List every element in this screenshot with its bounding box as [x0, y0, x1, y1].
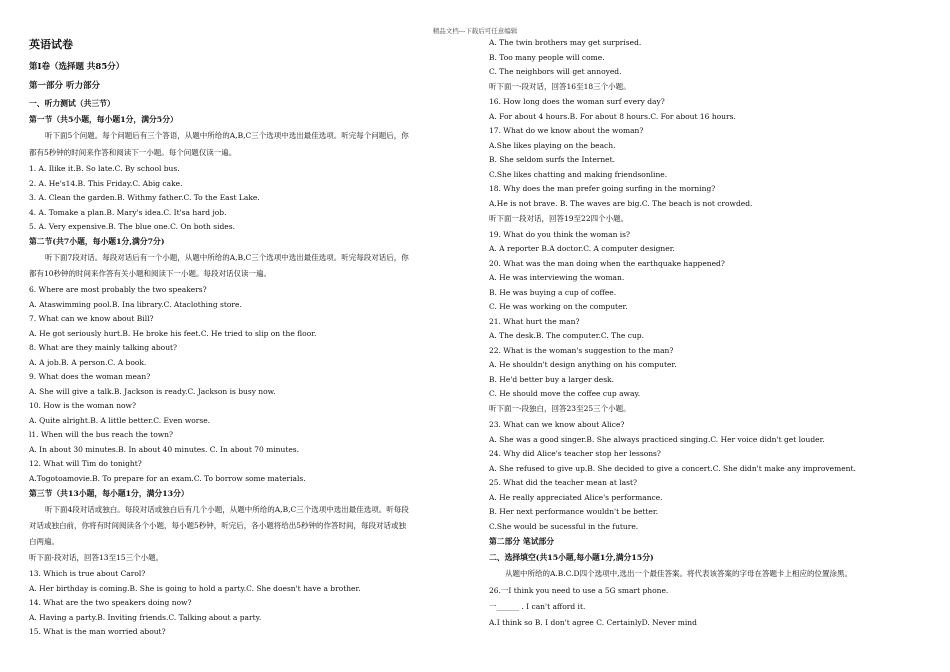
text-line: B. He'd better buy a larger desk. [489, 375, 614, 384]
text-line: A. For about 4 hours.B. For about 8 hours.C. For about 16 hours. [489, 112, 736, 121]
text-line: B. He was buying a cup of coffee. [489, 288, 617, 297]
text-line: A.Togotoamovie.B. To prepare for an exam.C. To borrow some materials. [29, 474, 306, 483]
text-line: A. She refused to give up.B. She decided to give a concert.C. She didn't make any improvement. [489, 464, 856, 473]
text-line: B. Too many people will come. [489, 53, 605, 62]
text-line: 10. How is the woman now? [29, 401, 136, 410]
text-line: 7. What can we know about Bill? [29, 314, 154, 323]
section-heading: 第三节（共13小题，每小题1分，满分13分） [29, 489, 189, 498]
section-heading: 第Ⅰ卷（选择题 共85分） [29, 62, 125, 72]
text-line: A.He is not brave. B. The waves are big.C. The beach is not crowded. [489, 199, 753, 208]
text-line: 12. What will Tim do tonight? [29, 459, 142, 468]
text-line: C.She likes chatting and making friendsonline. [489, 170, 668, 179]
section-heading: 一、听力测试（共三节） [29, 99, 115, 108]
text-line: 1. A. Ilike it.B. So late.C. By school bus. [29, 164, 180, 173]
text-line: 3. A. Clean the garden.B. Withmy father.C. To the East Lake. [29, 193, 260, 202]
text-line: 都有5秒钟的时间来作答和阅读下一小题。每个问题仅读一遍。 [29, 148, 237, 157]
text-line: 19. What do you think the woman is? [489, 230, 631, 239]
text-line: 4. A. Tomake a plan.B. Mary's idea.C. It'sa hard job. [29, 208, 227, 217]
text-line: 21. What hurt the man? [489, 317, 580, 326]
text-line: 一______ . I can't afford it. [489, 602, 586, 611]
text-line: 对话或独白前，你将有时间阅读各个小题，每小题5秒钟，听完后，各小题将给出5秒钟的作答时间，每段对话或独 [29, 521, 407, 530]
text-line: 都有10秒钟的时间来作答有关小题和阅读下一小题。每段对话仅读一遍。 [29, 269, 272, 278]
text-line: 听下面一-段独白，回答23至25三个小题。 [489, 404, 631, 413]
text-line: 24. Why did Alice's teacher stop her lessons? [489, 449, 661, 458]
text-line: 2. A. He's14.B. This Friday.C. Abig cake. [29, 179, 183, 188]
text-line: 23. What can we know about Alice? [489, 420, 625, 429]
text-line: l1. When will the bus reach the town? [29, 430, 174, 439]
text-line: 25. What did the teacher mean at last? [489, 478, 637, 487]
section-heading: 第二部分 笔试部分 [489, 537, 555, 546]
text-line: A. Her birthday is coming.B. She is going to hold a party.C. She doesn't have a brother. [29, 584, 361, 593]
text-line: 26.一I think you need to use a 5G smart phone. [489, 586, 669, 595]
text-line: A. The twin brothers may get surprised. [489, 38, 642, 47]
text-line: A. The desk.B. The computer.C. The cup. [489, 331, 644, 340]
text-line: A. Quite alright.B. A little better.C. Even worse. [29, 416, 211, 425]
text-line: A.I think so B. I don't agree C. CertainlyD. Never mind [489, 618, 697, 627]
text-line: 从题中所给的A.B.C.D四个选项中,选出一个最佳答案。将代表该答案的字母在答题卡上相应的位置涂黑。 [505, 569, 852, 578]
text-line: A. Having a party.B. Inviting friends.C. Talking about a party. [29, 613, 262, 622]
text-line: A. He got seriously hurt.B. He broke his feet.C. He tried to slip on the floor. [29, 329, 317, 338]
text-line: 17. What do we know about the woman? [489, 126, 644, 135]
text-line: B. Her next performance wouldn't be better. [489, 507, 658, 516]
text-line: 听下面4段对话或独白。每段对话或独白后有几个小题，从题中所给的A,B,C三个选项中选出最佳选项。听每段 [45, 505, 409, 514]
text-line: 22. What is the woman's suggestion to the man? [489, 346, 674, 355]
text-line: 白两遍。 [29, 537, 59, 546]
text-line: 听下面5个问题。每个问题后有三个答语，从题中所给的A,B,C三个选项中选出最佳选项。听完每个问题后，你 [45, 131, 409, 140]
text-line: 听下面一段对话，回答19至22四个小题。 [489, 214, 629, 223]
text-line: 5. A. Very expensive.B. The blue one.C. On both sides. [29, 222, 235, 231]
page-header-note: 精品文档---下载后可任意编辑 [432, 27, 518, 35]
text-line: A. He was interviewing the woman. [489, 273, 625, 282]
document-title: 英语试卷 [29, 38, 73, 51]
text-line: 18. Why does the man prefer going surfing in the morning? [489, 184, 716, 193]
text-line: 9. What does the woman mean? [29, 372, 151, 381]
text-line: 听下面一-段对话，回答16至18三个小题。 [489, 82, 631, 91]
text-line: C. He should move the coffee cup away. [489, 389, 641, 398]
text-line: 6. Where are most probably the two speakers? [29, 285, 207, 294]
text-line: A. A job.B. A person.C. A book. [29, 358, 147, 367]
text-line: A. She will give a talk.B. Jackson is ready.C. Jackson is busy now. [29, 387, 276, 396]
text-line: C.She would be sucessful in the future. [489, 522, 639, 531]
text-line: 听下面-段对话，回答13至15三个小题。 [29, 553, 164, 562]
section-heading: 二、选择填空(共15小题,每小题1分,满分15分) [489, 553, 654, 562]
text-line: A. A reporter B.A doctor.C. A computer designer. [489, 244, 675, 253]
text-line: C. The neighbors will get annoyed. [489, 67, 622, 76]
text-line: A. She was a good singer.B. She always practiced singing.C. Her voice didn't get louder. [489, 435, 825, 444]
text-line: 16. How long does the woman surf every day? [489, 97, 665, 106]
text-line: 14. What are the two speakers doing now? [29, 598, 192, 607]
text-line: A. In about 30 minutes.B. In about 40 minutes. C. In about 70 minutes. [29, 445, 300, 454]
text-line: A. He shouldn't design anything on his computer. [489, 360, 677, 369]
section-heading: 第一节（共5小题，每小题1分，满分5分） [29, 115, 178, 124]
text-line: A. He really appreciated Alice's performance. [489, 493, 663, 502]
text-line: A. Ataswimming pool.B. Ina library.C. Ataclothing store. [29, 300, 242, 309]
text-line: B. She seldom surfs the Internet. [489, 155, 616, 164]
text-line: A.She likes playing on the beach. [489, 141, 616, 150]
text-line: C. He was working on the computer. [489, 302, 628, 311]
text-line: 20. What was the man doing when the earthquake happened? [489, 259, 725, 268]
text-line: 13. Which is true about Carol? [29, 569, 146, 578]
text-line: 15. What is the man worried about? [29, 627, 166, 636]
section-heading: 第一部分 听力部分 [29, 81, 100, 91]
section-heading: 第二节(共7小题，每小题1分,满分7分) [29, 237, 165, 246]
text-line: 8. What are they mainly talking about? [29, 343, 178, 352]
text-line: 听下面7段对话。每段对话后有一个小题，从题中所给的A,B,C三个选项中选出最佳选项。听完每段对话后，你 [45, 253, 409, 262]
